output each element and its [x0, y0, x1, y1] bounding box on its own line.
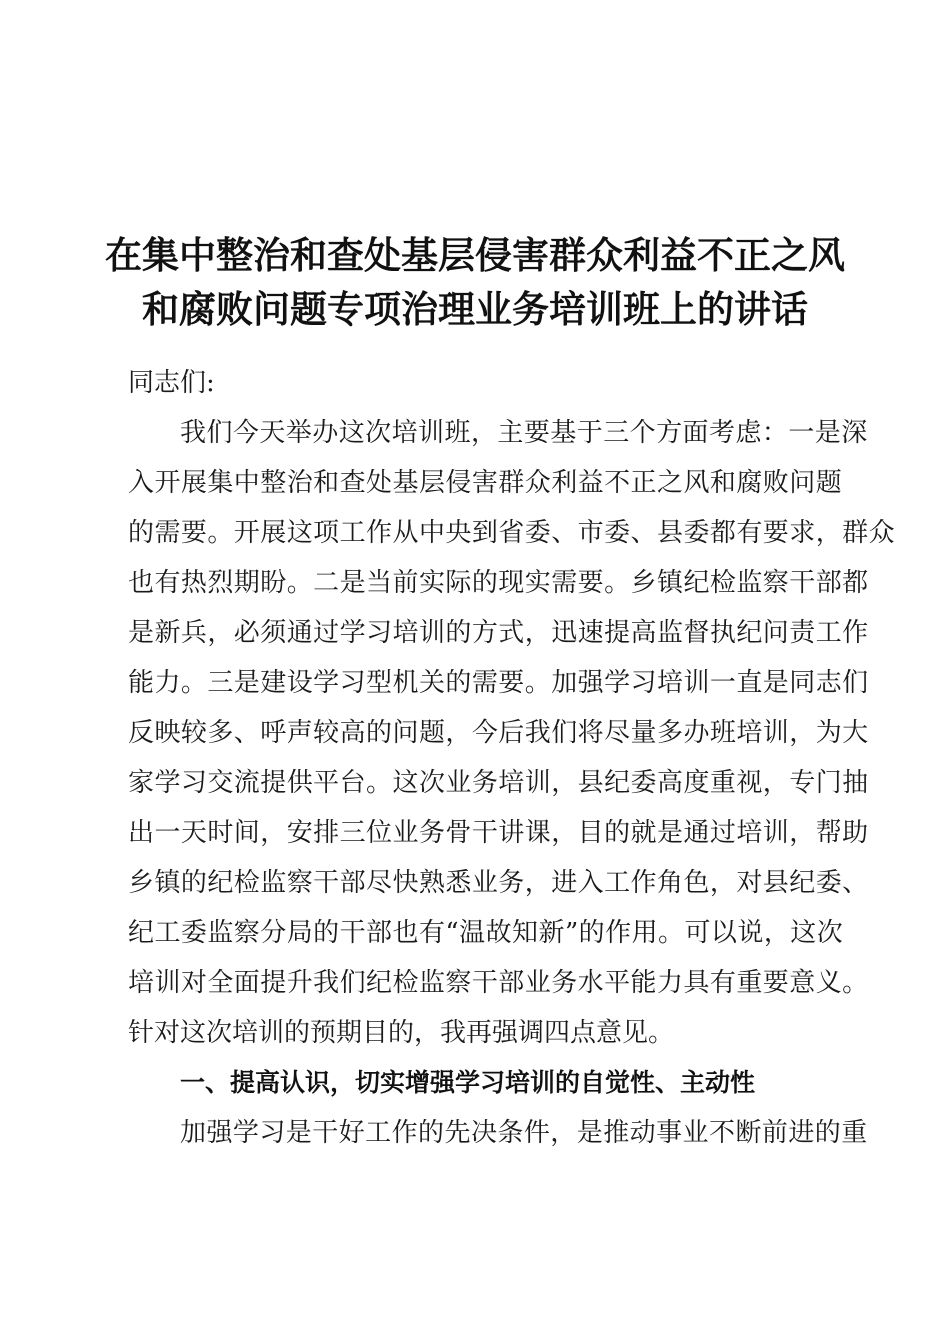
paragraph-line: 乡镇的纪检监察干部尽快熟悉业务，进入工作角色，对县纪委、: [128, 868, 869, 898]
section-paragraph: [128, 1108, 868, 1158]
paragraph-line: 出一天时间，安排三位业务骨干讲课，目的就是通过培训，帮助: [128, 818, 869, 848]
paragraph-line: 反映较多、呼声较高的问题，今后我们将尽量多办班培训，为大: [128, 718, 869, 748]
paragraph-line: 针对这次培训的预期目的，我再强调四点意见。: [128, 1018, 675, 1048]
paragraph-line: 能力。三是建设学习型机关的需要。加强学习培训一直是同志们: [128, 668, 869, 698]
salutation: 同志们:: [128, 368, 215, 398]
intro-paragraph: [128, 408, 896, 1058]
title-line: 和腐败问题专项治理业务培训班上的讲话: [142, 287, 808, 331]
paragraph-line: 培训对全面提升我们纪检监察干部业务水平能力具有重要意义。: [128, 968, 869, 998]
paragraph-line: 也有热烈期盼。二是当前实际的现实需要。乡镇纪检监察干部都: [128, 568, 869, 598]
paragraph-line: 的需要。开展这项工作从中央到省委、市委、县委都有要求，群众: [128, 518, 896, 548]
paragraph-line: 加强学习是干好工作的先决条件，是推动事业不断前进的重: [180, 1118, 868, 1148]
document-title: [100, 228, 850, 336]
document-body: [128, 358, 896, 1158]
paragraph-line: 是新兵，必须通过学习培训的方式，迅速提高监督执纪问责工作: [128, 618, 869, 648]
paragraph-line: 家学习交流提供平台。这次业务培训，县纪委高度重视，专门抽: [128, 768, 869, 798]
paragraph-line: 入开展集中整治和查处基层侵害群众利益不正之风和腐败问题: [128, 468, 843, 498]
title-line: 在集中整治和查处基层侵害群众利益不正之风: [105, 233, 845, 277]
section-heading: 一、提高认识，切实增强学习培训的自觉性、主动性: [180, 1068, 756, 1097]
paragraph-line: 我们今天举办这次培训班，主要基于三个方面考虑：一是深: [180, 418, 868, 448]
paragraph-line: 纪工委监察分局的干部也有“温故知新”的作用。可以说，这次: [128, 918, 844, 948]
